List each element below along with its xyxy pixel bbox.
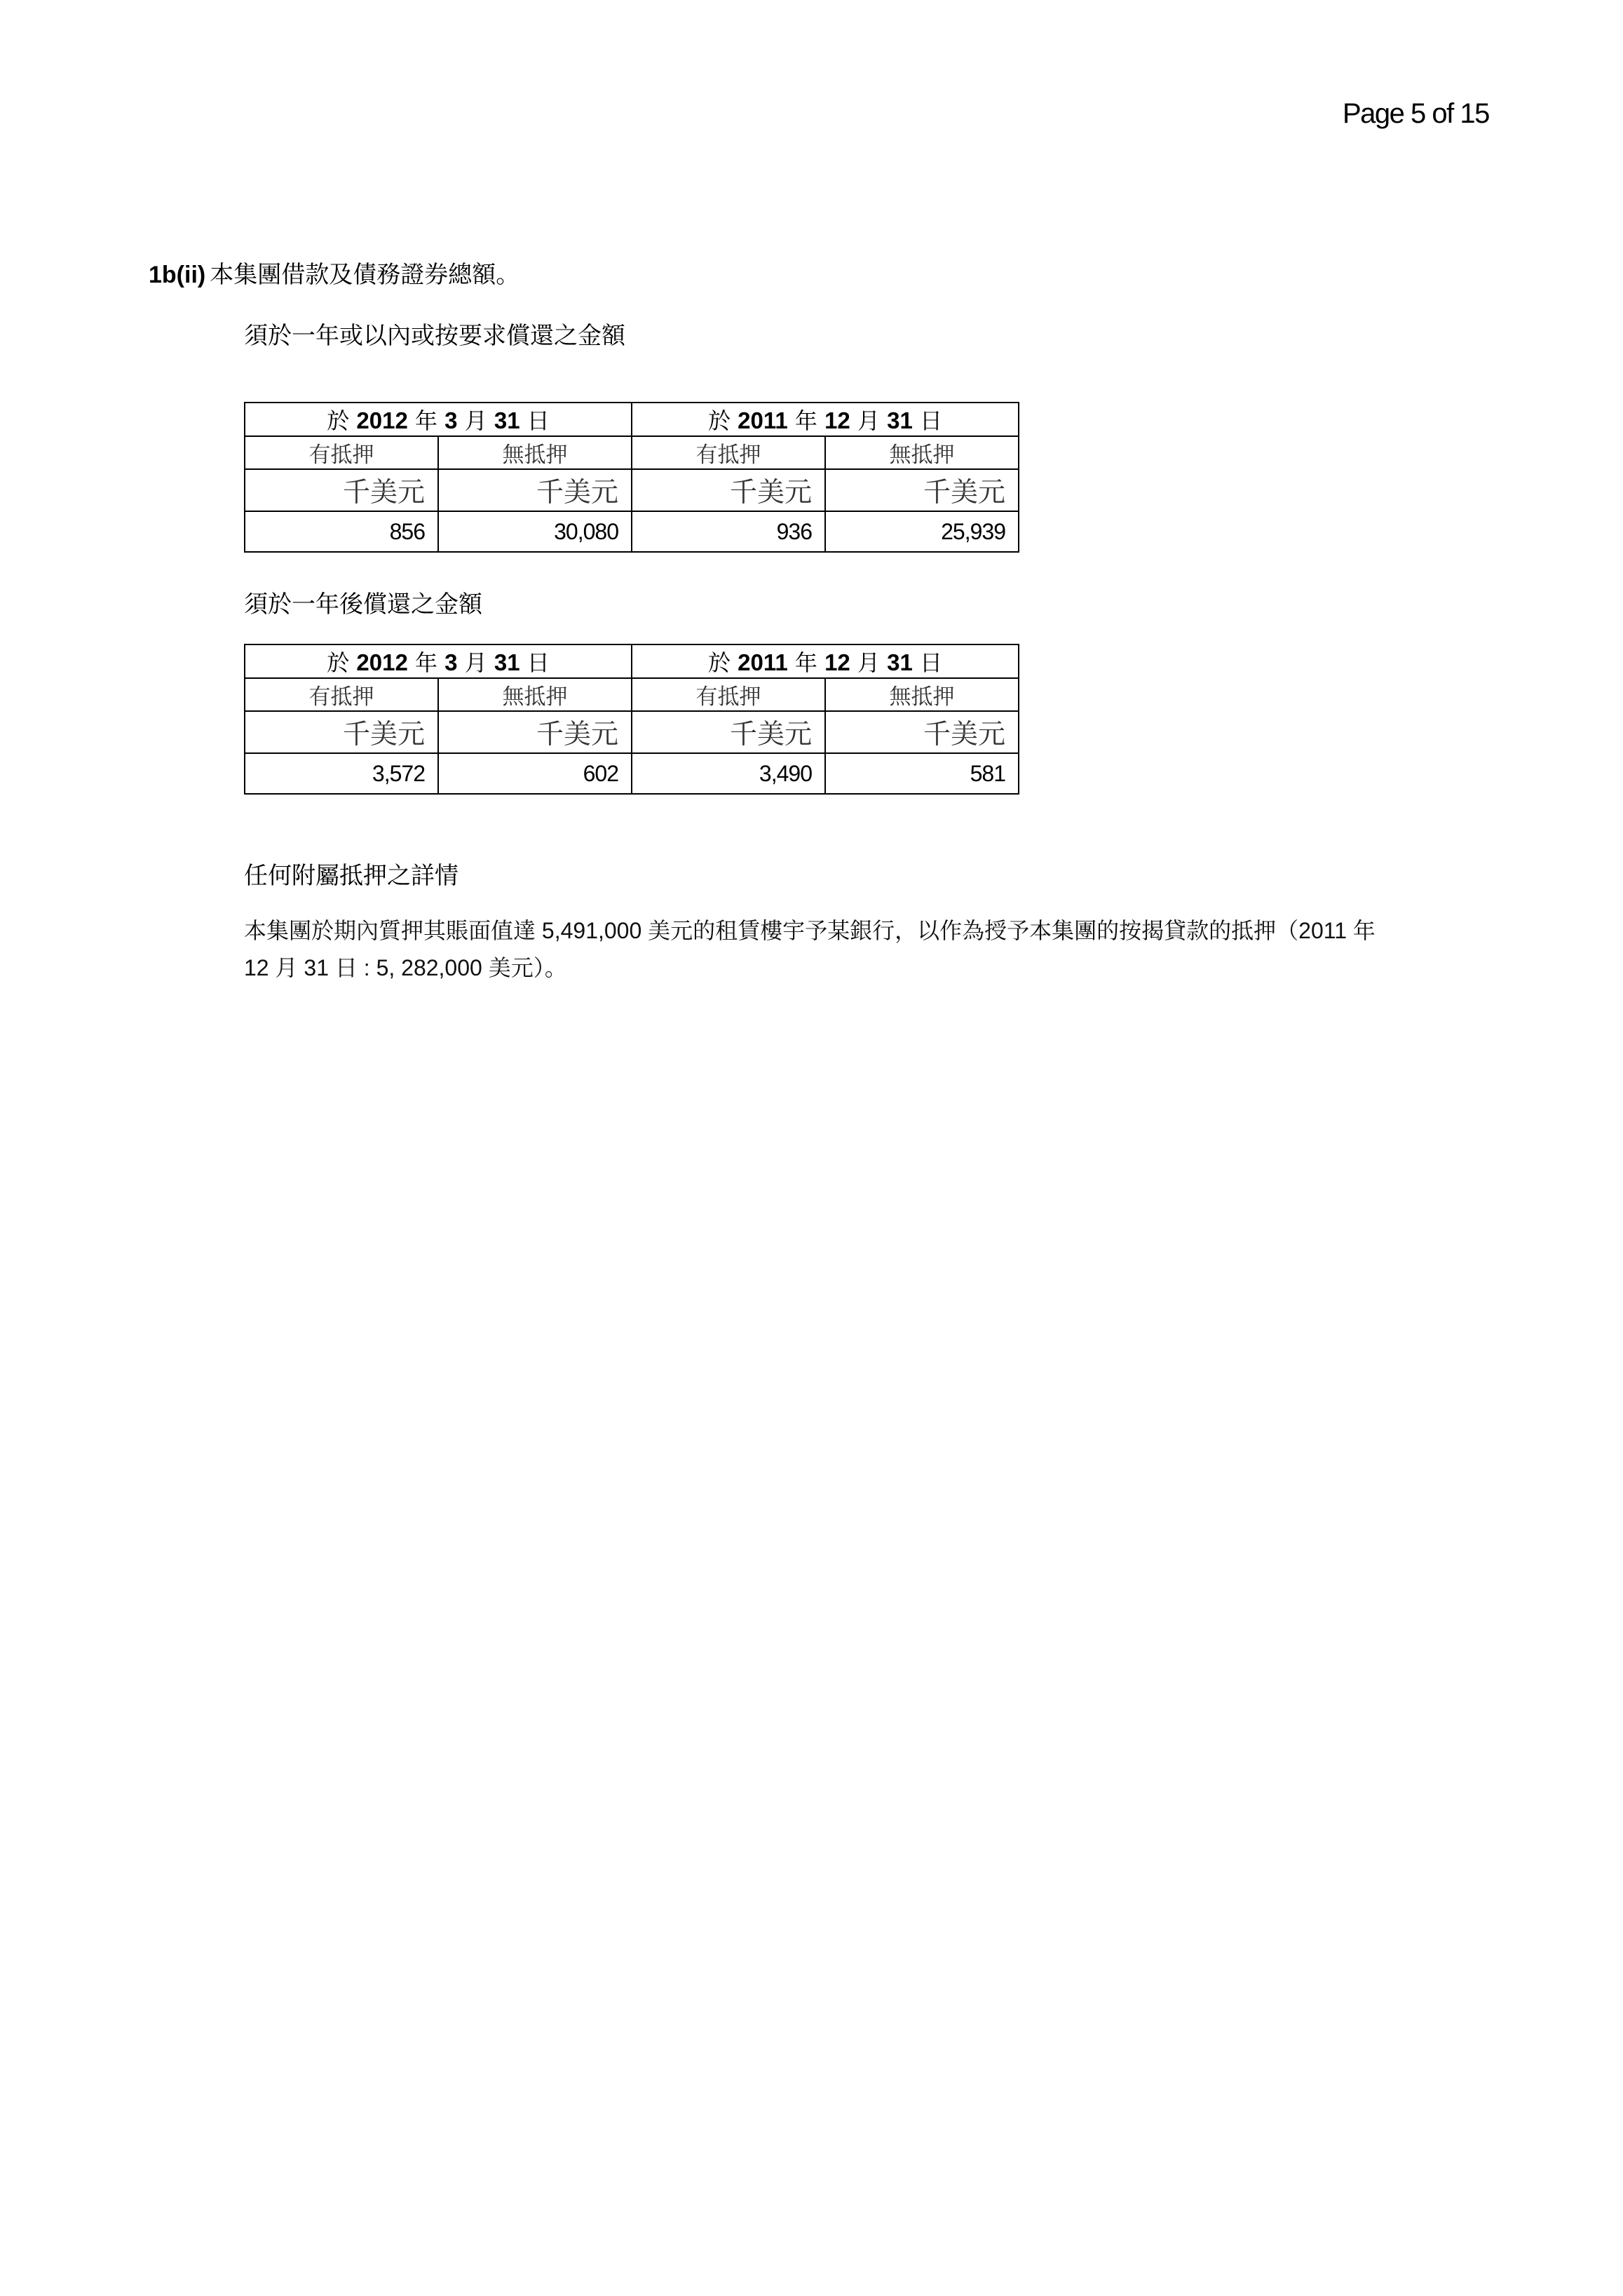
collateral-heading: 任何附屬抵押之詳情: [244, 863, 459, 889]
type-unsecured: 無抵押: [438, 436, 632, 469]
unit-cell: 千美元: [245, 469, 438, 511]
unit-cell: 千美元: [825, 469, 1019, 511]
table-row: [245, 436, 1019, 469]
value-cell: 581: [825, 753, 1019, 794]
table-row: [245, 678, 1019, 711]
page-number: Page 5 of 15: [1343, 98, 1489, 129]
table-row: [245, 753, 1019, 794]
type-secured: 有抵押: [632, 678, 825, 711]
unit-cell: 千美元: [632, 469, 825, 511]
section-code: 1b(ii): [149, 262, 206, 288]
table-row: [245, 511, 1019, 552]
value-cell: 936: [632, 511, 825, 552]
value-cell: 30,080: [438, 511, 632, 552]
value-cell: 3,490: [632, 753, 825, 794]
type-unsecured: 無抵押: [438, 678, 632, 711]
date-header-2011: 於 2011 年 12 月 31 日: [632, 644, 1019, 678]
collateral-paragraph: 本集團於期內質押其賬面值達 5,491,000 美元的租賃樓宇予某銀行，以作為授予本集團的按揭貸款的抵押（2011 年 12 月 31 日 : 5, 282,000 美元）。: [244, 918, 1376, 980]
type-secured: 有抵押: [245, 678, 438, 711]
table-header-row: [245, 644, 1019, 678]
section-title: 本集團借款及債務證券總額。: [210, 262, 520, 288]
value-cell: 856: [245, 511, 438, 552]
after-one-year-heading: 須於一年後償還之金額: [244, 591, 482, 618]
table-row: [245, 711, 1019, 753]
unit-cell: 千美元: [825, 711, 1019, 753]
section-heading: [149, 255, 520, 290]
date-header-2012: 於 2012 年 3 月 31 日: [245, 644, 632, 678]
date-header-2011: 於 2011 年 12 月 31 日: [632, 403, 1019, 436]
unit-cell: 千美元: [245, 711, 438, 753]
type-unsecured: 無抵押: [825, 436, 1019, 469]
table-header-row: [245, 403, 1019, 436]
value-cell: 602: [438, 753, 632, 794]
date-header-2012: 於 2012 年 3 月 31 日: [245, 403, 632, 436]
after-one-year-table: [244, 644, 1019, 795]
type-unsecured: 無抵押: [825, 678, 1019, 711]
table-row: [245, 469, 1019, 511]
within-one-year-heading: 須於一年或以內或按要求償還之金額: [244, 323, 625, 349]
within-one-year-table: [244, 402, 1019, 553]
type-secured: 有抵押: [632, 436, 825, 469]
type-secured: 有抵押: [245, 436, 438, 469]
unit-cell: 千美元: [632, 711, 825, 753]
value-cell: 25,939: [825, 511, 1019, 552]
unit-cell: 千美元: [438, 711, 632, 753]
unit-cell: 千美元: [438, 469, 632, 511]
value-cell: 3,572: [245, 753, 438, 794]
